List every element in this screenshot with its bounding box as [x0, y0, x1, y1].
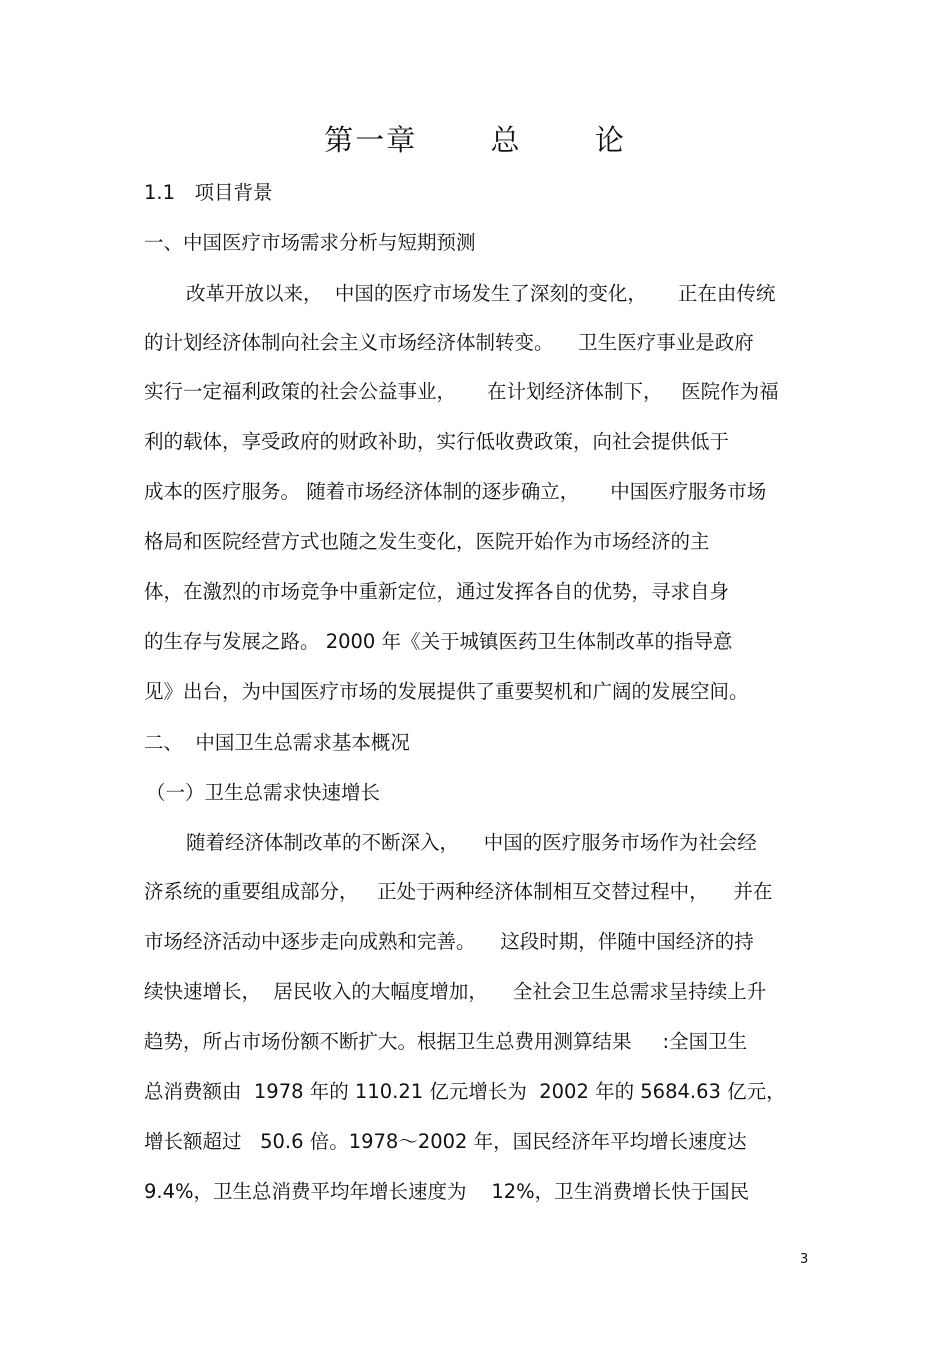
subsection-heading: 二、 中国卫生总需求基本概况: [144, 731, 410, 754]
paragraph-line: 9.4%，卫生总消费平均年增长速度为 12%，卫生消费增长快于国民: [144, 1180, 750, 1203]
paragraph-line: 见》出台，为中国医疗市场的发展提供了重要契机和广阔的发展空间。: [144, 680, 749, 703]
paragraph-line: 利的载体，享受政府的财政补助，实行低收费政策，向社会提供低于: [144, 430, 730, 453]
chapter-title: 第一章 总 论: [324, 123, 626, 157]
subsection-heading: （一）卫生总需求快速增长: [146, 781, 381, 804]
paragraph-line: 成本的医疗服务。 随着市场经济体制的逐步确立， 中国医疗服务市场: [144, 480, 767, 503]
subsection-heading: 一、中国医疗市场需求分析与短期预测: [144, 231, 476, 254]
section-heading: 1.1 项目背景: [144, 181, 273, 204]
page-number: 3: [800, 1252, 809, 1267]
paragraph-line: 的生存与发展之路。 2000 年《关于城镇医药卫生体制改革的指导意: [144, 630, 733, 653]
paragraph-line: 体，在激烈的市场竞争中重新定位，通过发挥各自的优势，寻求自身: [144, 580, 730, 603]
paragraph-line: 济系统的重要组成部分， 正处于两种经济体制相互交替过程中， 并在: [144, 880, 773, 903]
paragraph-line: 增长额超过 50.6 倍。1978～2002 年，国民经济年平均增长速度达: [144, 1130, 747, 1153]
paragraph-line: 格局和医院经营方式也随之发生变化，医院开始作为市场经济的主: [144, 530, 710, 553]
paragraph-line: 改革开放以来， 中国的医疗市场发生了深刻的变化， 正在由传统: [186, 282, 776, 305]
paragraph-line: 趋势，所占市场份额不断扩大。根据卫生总费用测算结果 :全国卫生: [144, 1030, 748, 1053]
paragraph-line: 随着经济体制改革的不断深入， 中国的医疗服务市场作为社会经: [186, 831, 757, 854]
paragraph-line: 总消费额由 1978 年的 110.21 亿元增长为 2002 年的 5684.63 亿元，: [144, 1080, 786, 1103]
paragraph-line: 市场经济活动中逐步走向成熟和完善。 这段时期，伴随中国经济的持: [144, 930, 754, 953]
paragraph-line: 的计划经济体制向社会主义市场经济体制转变。 卫生医疗事业是政府: [144, 331, 754, 354]
paragraph-line: 实行一定福利政策的社会公益事业， 在计划经济体制下， 医院作为福: [144, 380, 779, 403]
paragraph-line: 续快速增长， 居民收入的大幅度增加， 全社会卫生总需求呈持续上升: [144, 980, 767, 1003]
